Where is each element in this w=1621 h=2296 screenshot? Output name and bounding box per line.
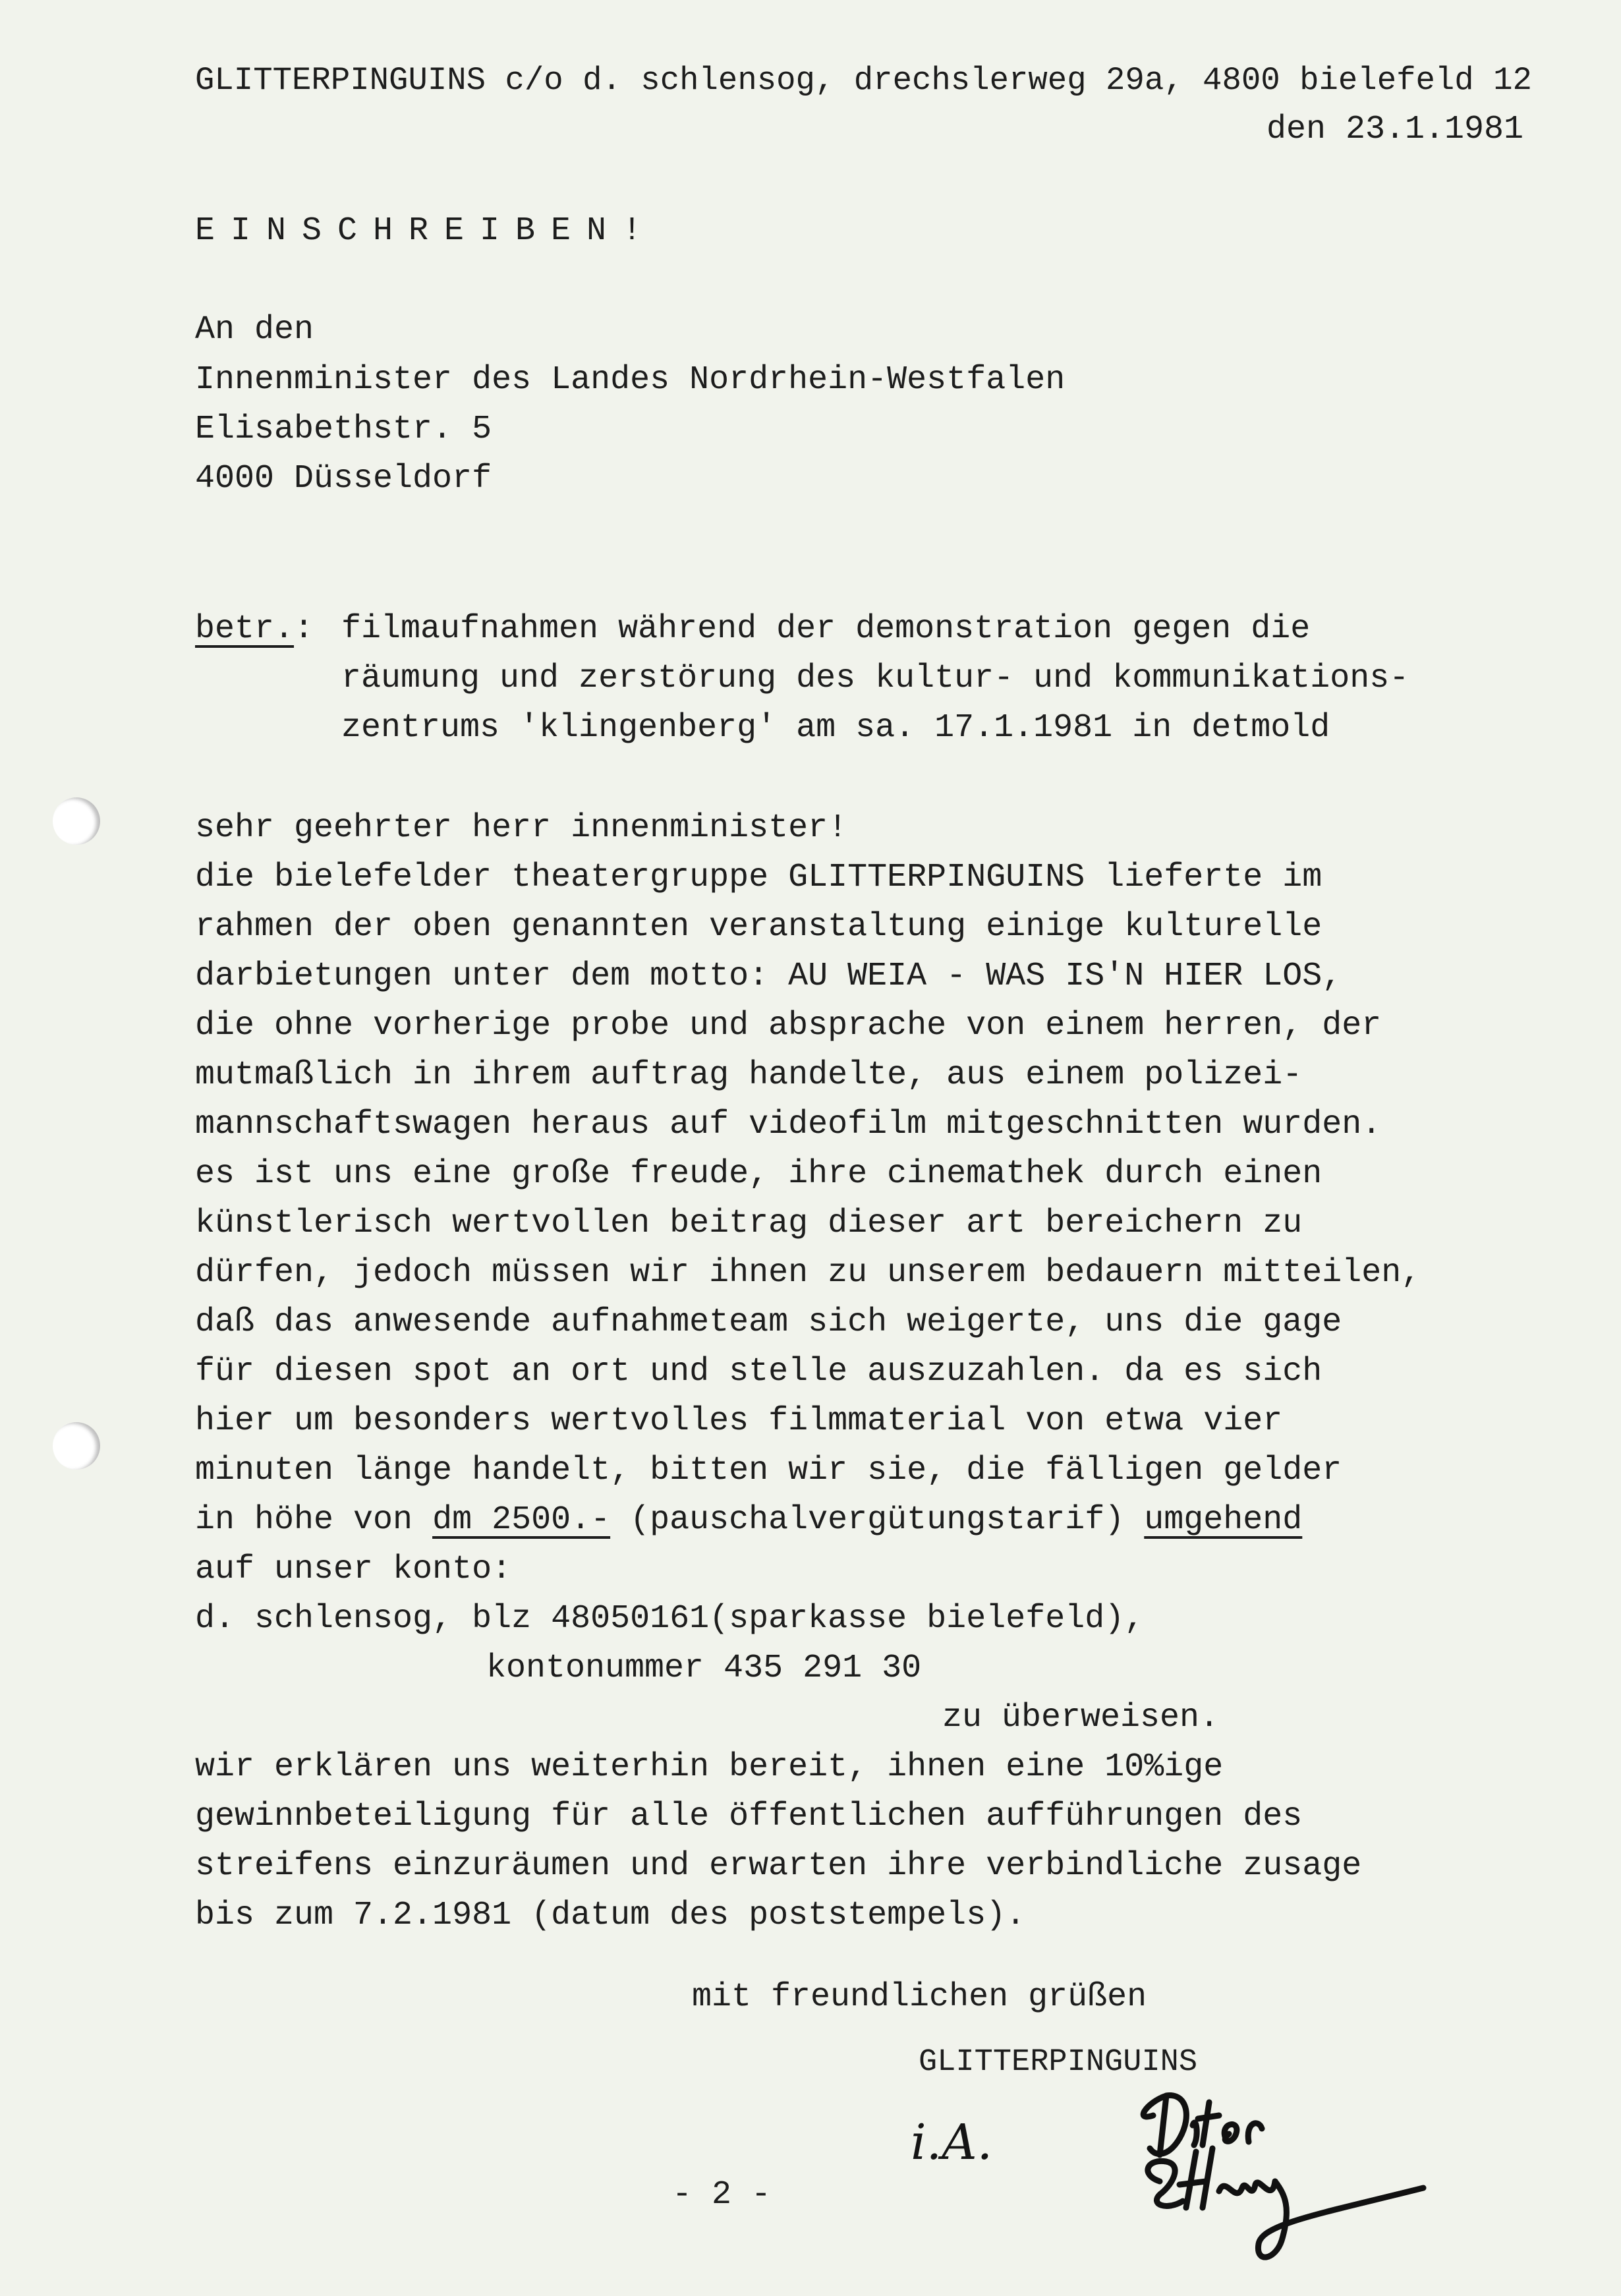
body-line: rahmen der oben genannten veranstaltung einige kulturelle (195, 908, 1322, 946)
salutation: sehr geehrter herr innenminister! (195, 809, 848, 847)
greeting: mit freundlichen grüßen (692, 1978, 1147, 2016)
body-line: minuten länge handelt, bitten wir sie, die fälligen gelder (195, 1452, 1342, 1489)
closing-line: bis zum 7.2.1981 (datum des poststempels). (195, 1897, 1026, 1934)
recipient-line-2: Innenminister des Landes Nordrhein-Westfalen (195, 361, 1066, 399)
body-line: mannschaftswagen heraus auf videofilm mitgeschnitten wurden. (195, 1106, 1382, 1143)
body-line: mutmaßlich in ihrem auftrag handelte, aus einem polizei- (195, 1056, 1303, 1094)
account-number-line: kontonummer 435 291 30 (486, 1650, 922, 1687)
subject-label-colon: : (294, 610, 314, 648)
account-holder-line: d. schlensog, blz 48050161(sparkasse bielefeld), (195, 1600, 1145, 1638)
punch-hole-upper (53, 797, 100, 845)
handwritten-signature (1120, 2076, 1450, 2274)
closing-line: gewinnbeteiligung für alle öffentlichen aufführungen des (195, 1798, 1303, 1835)
urgent-word: umgehend (1144, 1501, 1303, 1539)
body-line: künstlerisch wertvollen beitrag dieser art bereichern zu (195, 1205, 1303, 1242)
subject-label-text: betr. (195, 610, 295, 648)
body-line: es ist uns eine große freude, ihre cinemathek durch einen (195, 1155, 1322, 1193)
registered-mail-notice: EINSCHREIBEN! (195, 212, 658, 250)
recipient-line-1: An den (195, 311, 314, 349)
subject-line-2: räumung und zerstörung des kultur- und kommunikations- (341, 660, 1409, 697)
closing-line: wir erklären uns weiterhin bereit, ihnen eine 10%ige (195, 1748, 1224, 1786)
body-line: daß das anwesende aufnahmeteam sich weigerte, uns die gage (195, 1304, 1342, 1341)
amount-middle: (pauschalvergütungstarif) (610, 1501, 1145, 1539)
group-name: GLITTERPINGUINS (919, 2045, 1198, 2080)
subject-label (195, 610, 314, 648)
punch-hole-lower (53, 1422, 100, 1470)
recipient-line-4: 4000 Düsseldorf (195, 460, 492, 498)
amount-line (195, 1501, 1303, 1539)
body-line: die ohne vorherige probe und absprache von einem herren, der (195, 1007, 1382, 1045)
body-line: hier um besonders wertvolles filmmaterial von etwa vier (195, 1402, 1283, 1440)
body-line: die bielefelder theatergruppe GLITTERPINGUINS lieferte im (195, 859, 1322, 896)
subject-line-1: filmaufnahmen während der demonstration gegen die (341, 610, 1311, 648)
closing-line: streifens einzuräumen und erwarten ihre verbindliche zusage (195, 1847, 1362, 1885)
amount-value: dm 2500.- (432, 1501, 611, 1539)
letter-date: den 23.1.1981 (1266, 111, 1524, 148)
subject-line-3: zentrums 'klingenberg' am sa. 17.1.1981 in detmold (341, 709, 1330, 747)
account-intro: auf unser konto: (195, 1551, 512, 1588)
transfer-line: zu überweisen. (942, 1699, 1220, 1736)
page-number: - 2 - (672, 2176, 772, 2214)
on-behalf-initials: i.A. (911, 2114, 993, 2171)
body-line: für diesen spot an ort und stelle auszuzahlen. da es sich (195, 1353, 1322, 1391)
amount-prefix: in höhe von (195, 1501, 433, 1539)
body-line: darbietungen unter dem motto: AU WEIA - WAS IS'N HIER LOS, (195, 958, 1342, 995)
body-line: dürfen, jedoch müssen wir ihnen zu unserem bedauern mitteilen, (195, 1254, 1421, 1292)
recipient-line-3: Elisabethstr. 5 (195, 411, 492, 448)
sender-address: GLITTERPINGUINS c/o d. schlensog, drechslerweg 29a, 4800 bielefeld 12 (195, 62, 1532, 99)
